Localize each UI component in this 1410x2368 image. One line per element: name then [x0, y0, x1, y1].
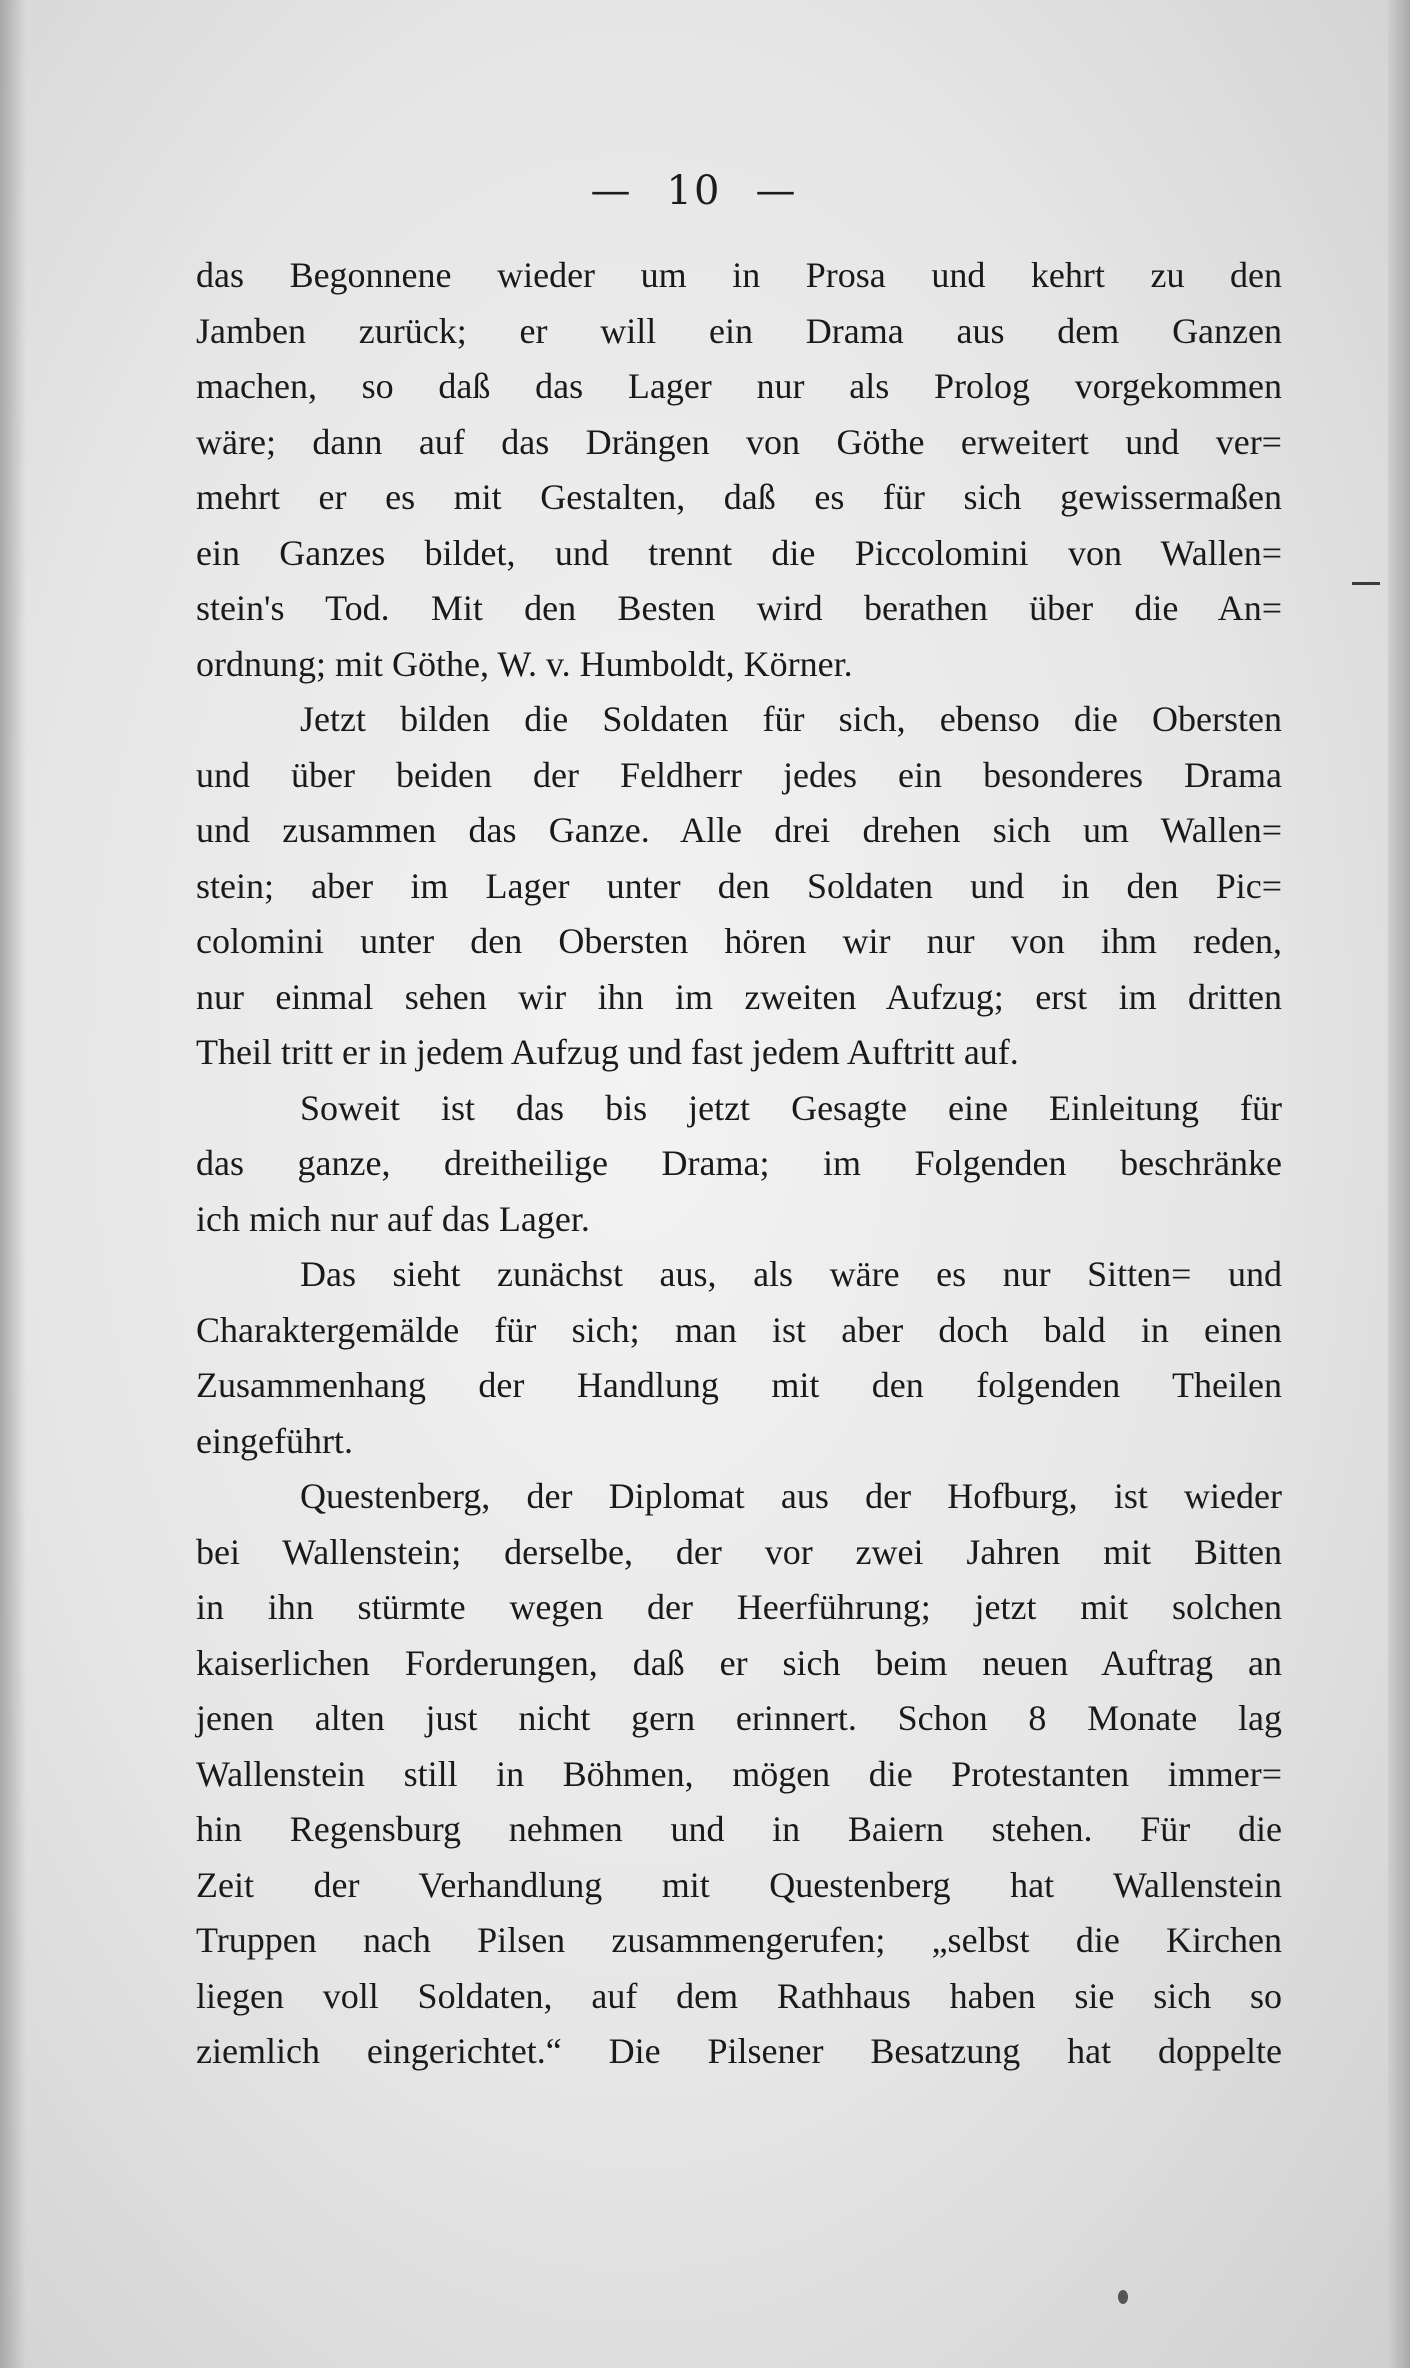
body-text: [196, 248, 1282, 2080]
text-line: mehrt er es mit Gestalten, daß es für sich gewissermaßen: [196, 477, 1282, 517]
text-line: und zusammen das Ganze. Alle drei drehen sich um Wallen=: [196, 810, 1282, 850]
header-dash-left: —: [590, 168, 633, 214]
text-line: ziemlich eingerichtet.“ Die Pilsener Besatzung hat doppelte: [196, 2031, 1282, 2071]
text-line: colomini unter den Obersten hören wir nur von ihm reden,: [196, 921, 1282, 961]
text-line: Zeit der Verhandlung mit Questenberg hat Wallenstein: [196, 1864, 1282, 1905]
text-line: das Begonnene wieder um in Prosa und kehrt zu den: [196, 255, 1282, 295]
text-line: Soweit ist das bis jetzt Gesagte eine Einleitung für: [300, 1087, 1282, 1128]
text-line: hin Regensburg nehmen und in Baiern stehen. Für die: [196, 1809, 1282, 1849]
text-line: machen, so daß das Lager nur als Prolog vorgekommen: [196, 366, 1282, 406]
page-edge: [1388, 0, 1410, 2368]
text-line: ich mich nur auf das Lager.: [196, 1198, 590, 1239]
text-line: ein Ganzes bildet, und trennt die Piccolomini von Wallen=: [196, 532, 1282, 573]
text-line: Wallenstein still in Böhmen, mögen die Protestanten immer=: [196, 1753, 1282, 1794]
text-line: ordnung; mit Göthe, W. v. Humboldt, Körner.: [196, 643, 853, 684]
gutter-shadow: [0, 0, 26, 2368]
text-line: und über beiden der Feldherr jedes ein besonderes Drama: [196, 754, 1282, 795]
text-line: bei Wallenstein; derselbe, der vor zwei Jahren mit Bitten: [196, 1531, 1282, 1572]
text-line: Questenberg, der Diplomat aus der Hofburg, ist wieder: [300, 1476, 1282, 1516]
paper-speck: [1118, 2290, 1128, 2304]
text-line: in ihn stürmte wegen der Heerführung; jetzt mit solchen: [196, 1587, 1282, 1627]
text-line: Jamben zurück; er will ein Drama aus dem Ganzen: [196, 310, 1282, 351]
text-line: Das sieht zunächst aus, als wäre es nur Sitten= und: [300, 1254, 1282, 1294]
text-line: Jetzt bilden die Soldaten für sich, ebenso die Obersten: [300, 699, 1282, 739]
text-line: stein's Tod. Mit den Besten wird berathen über die An=: [196, 588, 1282, 628]
page-header: [0, 168, 1388, 214]
text-line: jenen alten just nicht gern erinnert. Schon 8 Monate lag: [196, 1698, 1282, 1738]
text-line: eingeführt.: [196, 1420, 353, 1461]
text-line: Truppen nach Pilsen zusammengerufen; „selbst die Kirchen: [196, 1920, 1282, 1960]
margin-mark: [1352, 582, 1380, 585]
header-dash-right: —: [755, 168, 798, 214]
text-line: liegen voll Soldaten, auf dem Rathhaus haben sie sich so: [196, 1975, 1282, 2016]
text-line: Charaktergemälde für sich; man ist aber doch bald in einen: [196, 1309, 1282, 1350]
text-line: wäre; dann auf das Drängen von Göthe erweitert und ver=: [196, 421, 1282, 462]
text-line: Theil tritt er in jedem Aufzug und fast jedem Auftritt auf.: [196, 1032, 1019, 1072]
text-line: das ganze, dreitheilige Drama; im Folgenden beschränke: [196, 1143, 1282, 1183]
text-line: stein; aber im Lager unter den Soldaten und in den Pic=: [196, 865, 1282, 906]
text-line: Zusammenhang der Handlung mit den folgenden Theilen: [196, 1365, 1282, 1405]
page-number: 10: [666, 168, 722, 214]
text-line: kaiserlichen Forderungen, daß er sich beim neuen Auftrag an: [196, 1642, 1282, 1683]
text-line: nur einmal sehen wir ihn im zweiten Aufzug; erst im dritten: [196, 976, 1282, 1017]
